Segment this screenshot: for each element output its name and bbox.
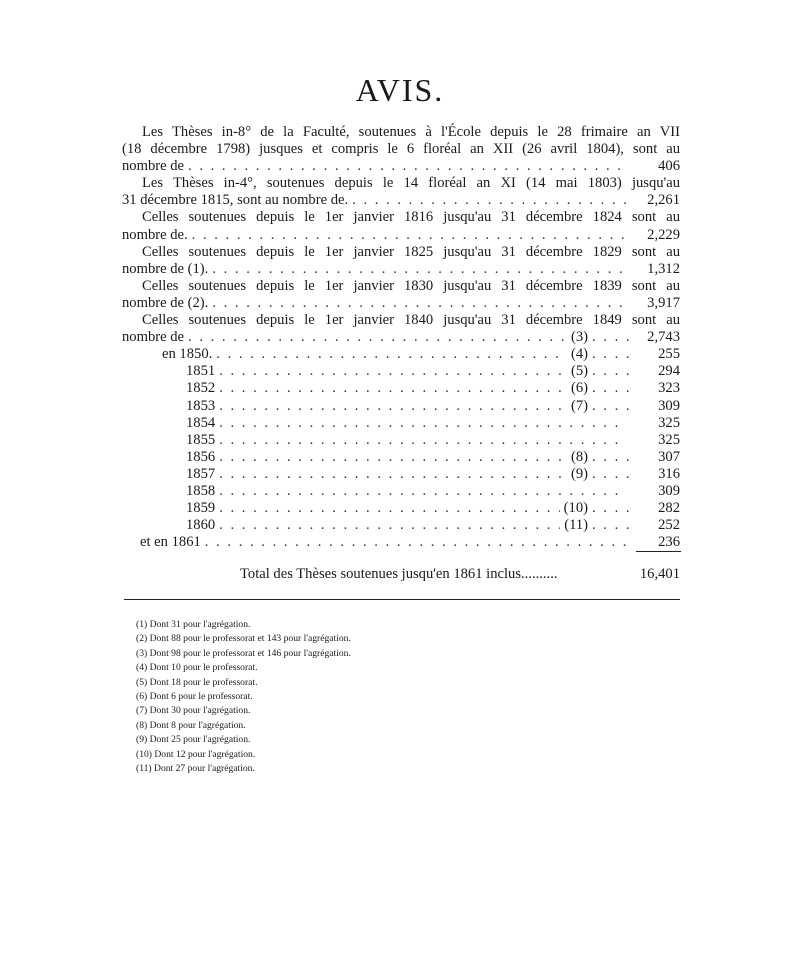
footnote-ref: (8) xyxy=(570,448,588,465)
footnote: (9) Dont 25 pour l'agrégation. xyxy=(136,734,251,746)
paragraph-line: Celles soutenues depuis le 1er janvier 1825 jusqu'au 31 décembre 1829 sont au xyxy=(142,243,680,260)
year-row xyxy=(122,415,680,432)
year-label: 1854 xyxy=(186,414,216,431)
year-value: 294 xyxy=(658,363,680,380)
row-label: 31 décembre 1815, sont au nombre de. xyxy=(122,192,349,209)
year-row xyxy=(122,483,680,500)
year-label: en 1850. xyxy=(162,346,213,363)
leader-dots xyxy=(219,363,567,380)
footnote-separator xyxy=(124,599,680,600)
footnote-ref: (6) xyxy=(570,380,588,397)
year-row xyxy=(122,380,680,397)
row-label: nombre de xyxy=(122,329,185,346)
year-label: 1851 xyxy=(186,363,216,380)
year-row xyxy=(122,398,680,415)
theses-list xyxy=(122,124,680,551)
year-label: 1852 xyxy=(186,380,216,397)
leader-dots xyxy=(212,261,626,278)
footnote: (10) Dont 12 pour l'agrégation. xyxy=(136,748,256,760)
year-row xyxy=(122,500,680,517)
footnotes xyxy=(136,618,351,776)
leader-dots xyxy=(592,466,630,483)
year-label: 1857 xyxy=(186,465,216,482)
leader-dots xyxy=(205,534,626,551)
year-label: 1853 xyxy=(186,397,216,414)
leader-dots xyxy=(592,380,630,397)
year-value: 309 xyxy=(658,397,680,414)
year-value: 316 xyxy=(658,465,680,482)
row-label: nombre de (1). xyxy=(122,260,209,277)
footnote: (11) Dont 27 pour l'agrégation. xyxy=(136,762,255,774)
row-label: nombre de xyxy=(122,158,185,175)
footnote: (6) Dont 6 pour le professorat. xyxy=(136,690,253,702)
footnote: (1) Dont 31 pour l'agrégation. xyxy=(136,619,251,630)
footnote-ref: (7) xyxy=(570,397,588,414)
year-row xyxy=(122,346,680,363)
leader-dots xyxy=(219,483,626,500)
year-value: 325 xyxy=(658,414,680,431)
leader-dots xyxy=(592,517,630,534)
year-label: 1856 xyxy=(186,448,216,465)
leader-dots xyxy=(352,192,626,209)
leader-dots xyxy=(212,295,626,312)
year-label: 1855 xyxy=(186,431,216,448)
leader-dots xyxy=(592,398,630,415)
year-row xyxy=(122,466,680,483)
row-value: 2,229 xyxy=(647,226,680,243)
leader-dots xyxy=(592,363,630,380)
total-value: 16,401 xyxy=(639,566,680,582)
row-value: 2,261 xyxy=(647,192,680,209)
count-row xyxy=(122,261,680,278)
year-label: 1859 xyxy=(186,500,216,517)
footnote: (3) Dont 98 pour le professorat et 146 pour l'agrégation. xyxy=(136,647,351,659)
row-value: 3,917 xyxy=(647,294,680,311)
footnote: (4) Dont 10 pour le professorat. xyxy=(136,662,258,674)
leader-dots xyxy=(219,398,567,415)
year-row xyxy=(122,432,680,449)
year-value: 323 xyxy=(658,380,680,397)
leader-dots xyxy=(219,449,567,466)
footnote-ref: (9) xyxy=(570,465,588,482)
paragraph-line: Celles soutenues depuis le 1er janvier 1830 jusqu'au 31 décembre 1839 sont au xyxy=(142,277,680,294)
leader-dots xyxy=(188,329,567,346)
leader-dots xyxy=(219,380,567,397)
leader-dots xyxy=(188,158,626,175)
paragraph-line: Les Thèses in-8° de la Faculté, soutenues à l'École depuis le 28 frimaire an VII xyxy=(142,124,680,140)
footnote-ref: (4) xyxy=(570,346,588,363)
leader-dots xyxy=(592,500,630,517)
footnote-ref: (10) xyxy=(563,500,588,517)
leader-dots xyxy=(219,517,560,534)
count-row xyxy=(122,329,680,346)
count-row xyxy=(122,192,680,209)
count-row xyxy=(122,158,680,175)
footnote-ref: (11) xyxy=(564,517,588,534)
year-value: 255 xyxy=(658,346,680,363)
year-value: 252 xyxy=(658,517,680,534)
footnote: (7) Dont 30 pour l'agrégation. xyxy=(136,705,251,717)
year-rows xyxy=(122,346,680,551)
row-value: 1,312 xyxy=(647,260,680,277)
year-label: et en 1861 xyxy=(140,534,201,551)
year-value: 307 xyxy=(658,448,680,465)
leader-dots xyxy=(192,227,626,244)
footnote-ref: (3) xyxy=(570,329,588,346)
row-value: 406 xyxy=(658,158,680,175)
leader-dots xyxy=(219,415,626,432)
paragraph-line: Celles soutenues depuis le 1er janvier 1840 jusqu'au 31 décembre 1849 sont au xyxy=(142,312,680,329)
year-row xyxy=(122,449,680,466)
leader-dots xyxy=(592,449,630,466)
leader-dots xyxy=(219,500,559,517)
leader-dots xyxy=(216,346,567,363)
year-value: 325 xyxy=(658,431,680,448)
leader-dots xyxy=(219,466,567,483)
year-label: 1858 xyxy=(186,482,216,499)
leader-dots xyxy=(592,329,630,346)
leader-dots xyxy=(219,432,626,449)
year-row xyxy=(122,363,680,380)
year-row xyxy=(122,517,680,534)
total-label: Total des Thèses soutenues jusqu'en 1861 inclus.......... xyxy=(240,566,558,582)
count-row xyxy=(122,227,680,244)
paragraph-line: Les Thèses in-4°, soutenues depuis le 14 floréal an XI (14 mai 1803) jusqu'au xyxy=(142,175,680,192)
row-label: nombre de (2). xyxy=(122,294,209,311)
year-label: 1860 xyxy=(186,517,216,534)
row-value: 2,743 xyxy=(647,329,680,346)
paragraph-line: (18 décembre 1798) jusques et compris le 6 floréal an XII (26 avril 1804), sont au xyxy=(122,141,680,158)
row-label: nombre de. xyxy=(122,226,188,243)
year-row xyxy=(122,534,680,551)
count-row xyxy=(122,295,680,312)
footnote: (2) Dont 88 pour le professorat et 143 pour l'agrégation. xyxy=(136,633,351,645)
leader-dots xyxy=(592,346,630,363)
total-row xyxy=(240,566,680,583)
year-value: 309 xyxy=(658,482,680,499)
year-value: 282 xyxy=(658,500,680,517)
footnote-ref: (5) xyxy=(570,363,588,380)
year-value: 236 xyxy=(658,534,680,551)
footnote: (5) Dont 18 pour le professorat. xyxy=(136,676,258,688)
sum-rule xyxy=(636,551,681,552)
paragraph-line: Celles soutenues depuis le 1er janvier 1816 jusqu'au 31 décembre 1824 sont au xyxy=(142,209,680,226)
page-title: AVIS. xyxy=(355,72,445,108)
footnote: (8) Dont 8 pour l'agrégation. xyxy=(136,719,246,731)
